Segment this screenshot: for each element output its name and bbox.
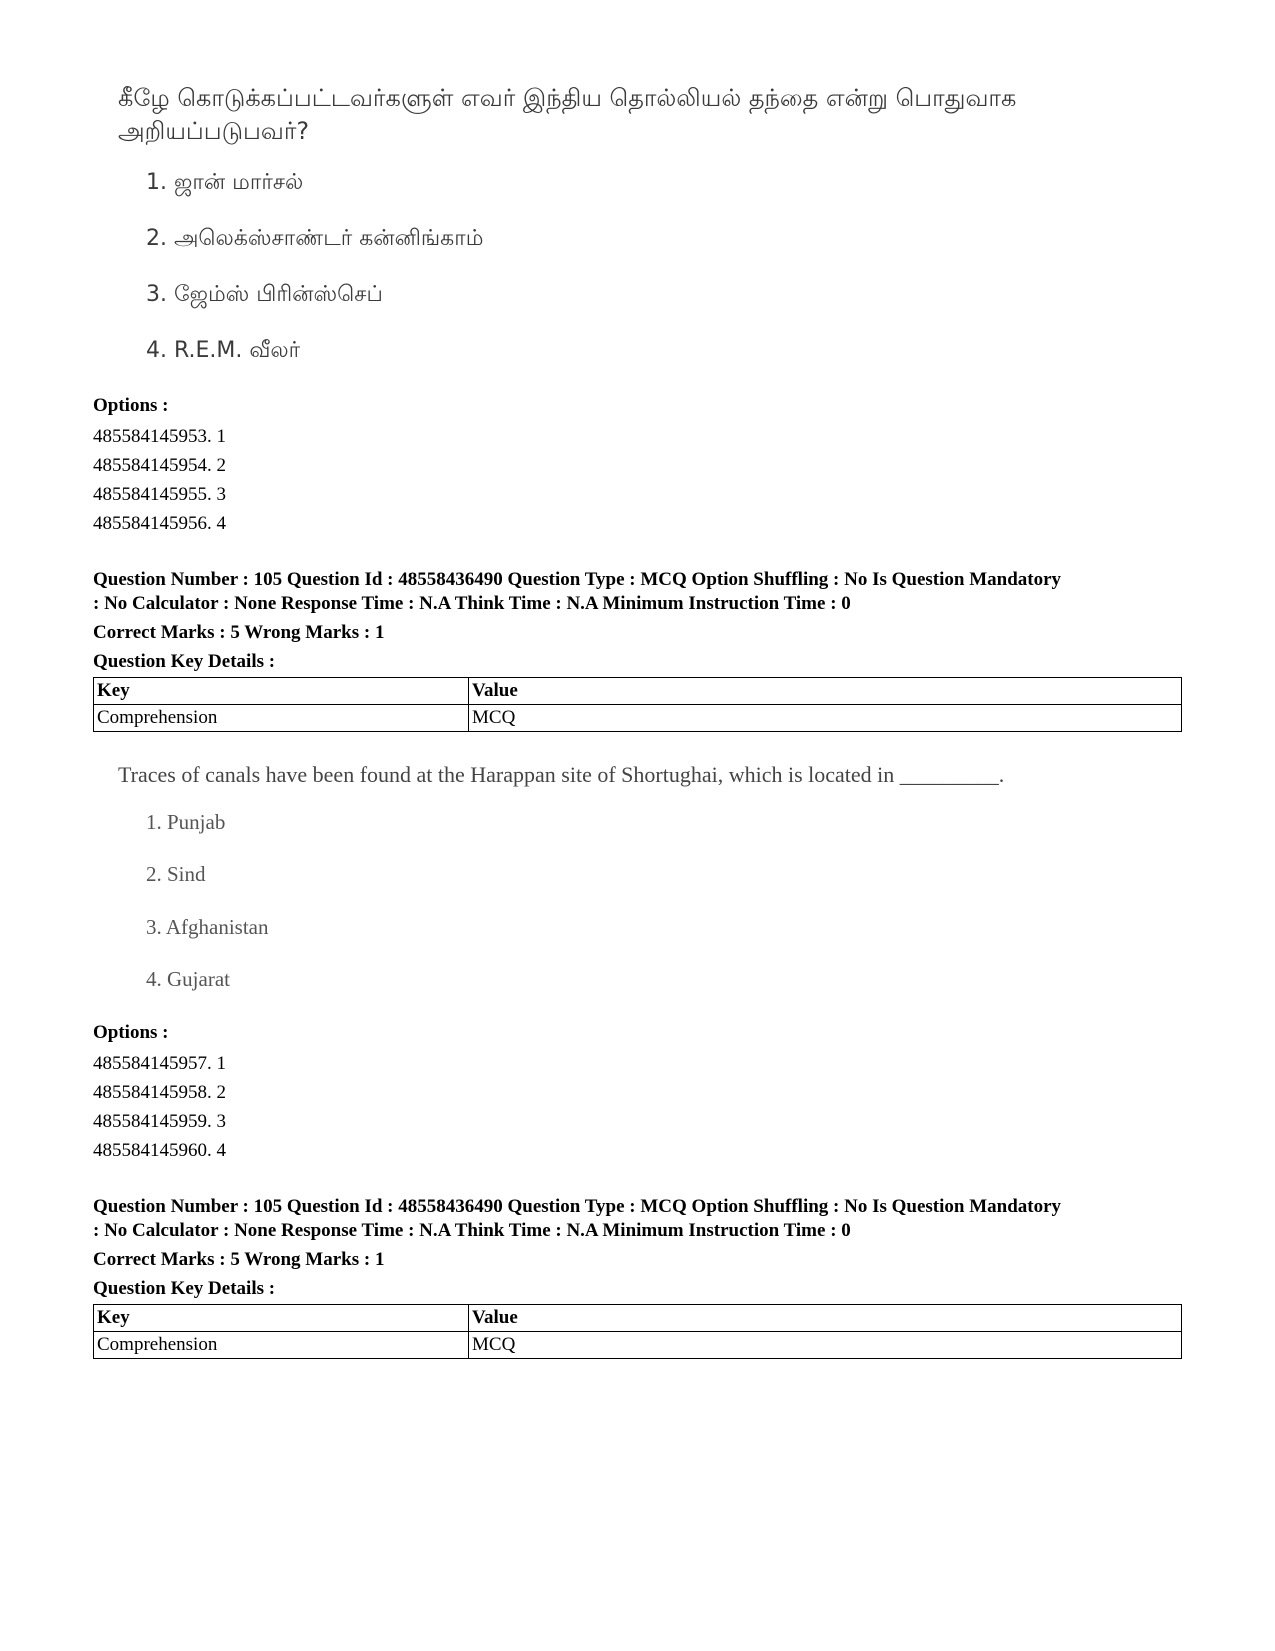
table-header-key: Key [94, 1305, 469, 1332]
option-item: 485584145955. 3 [93, 484, 226, 505]
table-header-value: Value [469, 1305, 1182, 1332]
options-block [93, 394, 1193, 538]
option-item: 485584145958. 2 [93, 1082, 226, 1103]
table-header-key: Key [94, 678, 469, 705]
meta-line-1: Question Number : 105 Question Id : 48558436490 Question Type : MCQ Option Shuffling : No Is Question Mandatory [93, 1196, 1062, 1217]
key-details-table [93, 677, 1182, 732]
question-stem: Traces of canals have been found at the Harappan site of Shortughai, which is located in _________. [118, 762, 1005, 787]
option-item: 485584145956. 4 [93, 513, 226, 534]
question-meta [93, 568, 1193, 674]
choice-3: 3. Afghanistan [146, 915, 269, 939]
options-block [93, 1021, 1193, 1165]
marks-line: Correct Marks : 5 Wrong Marks : 1 [93, 622, 385, 643]
choice-4: 4. Gujarat [146, 967, 230, 991]
question-image-english [118, 758, 1198, 998]
option-item: 485584145957. 1 [93, 1053, 226, 1074]
meta-line-2: : No Calculator : None Response Time : N.A Think Time : N.A Minimum Instruction Time : 0 [93, 593, 851, 614]
table-cell-key: Comprehension [94, 1332, 469, 1359]
option-item: 485584145954. 2 [93, 455, 226, 476]
key-details-label: Question Key Details : [93, 651, 276, 672]
meta-line-1: Question Number : 105 Question Id : 48558436490 Question Type : MCQ Option Shuffling : No Is Question Mandatory [93, 569, 1062, 590]
option-item: 485584145959. 3 [93, 1111, 226, 1132]
table-cell-value: MCQ [469, 1332, 1182, 1359]
table-cell-value: MCQ [469, 705, 1182, 732]
table-header-row [94, 678, 1182, 705]
options-label: Options : [93, 1022, 169, 1043]
choice-3: 3. ஜேம்ஸ் பிரின்ஸ்செப் [146, 282, 383, 307]
choice-2: 2. Sind [146, 862, 206, 886]
key-details-label: Question Key Details : [93, 1278, 276, 1299]
question-image-tamil [118, 82, 1198, 382]
choice-4: 4. R.E.M. வீலர் [146, 338, 301, 363]
table-header-value: Value [469, 678, 1182, 705]
marks-line: Correct Marks : 5 Wrong Marks : 1 [93, 1249, 385, 1270]
table-row [94, 705, 1182, 732]
option-item: 485584145953. 1 [93, 426, 226, 447]
table-row [94, 1332, 1182, 1359]
choice-2: 2. அலெக்ஸ்சாண்டர் கன்னிங்காம் [146, 226, 484, 251]
choice-1: 1. ஜான் மார்சல் [146, 170, 304, 195]
option-item: 485584145960. 4 [93, 1140, 226, 1161]
choice-1: 1. Punjab [146, 810, 226, 834]
table-header-row [94, 1305, 1182, 1332]
table-cell-key: Comprehension [94, 705, 469, 732]
options-list [93, 422, 1193, 538]
options-list [93, 1049, 1193, 1165]
key-details-table [93, 1304, 1182, 1359]
options-label: Options : [93, 395, 169, 416]
meta-line-2: : No Calculator : None Response Time : N.A Think Time : N.A Minimum Instruction Time : 0 [93, 1220, 851, 1241]
question-stem: கீழே கொடுக்கப்பட்டவர்களுள் எவர் இந்திய தொல்லியல் தந்தை என்று பொதுவாக அறியப்படுபவர்? [118, 84, 1017, 145]
question-meta [93, 1195, 1193, 1301]
